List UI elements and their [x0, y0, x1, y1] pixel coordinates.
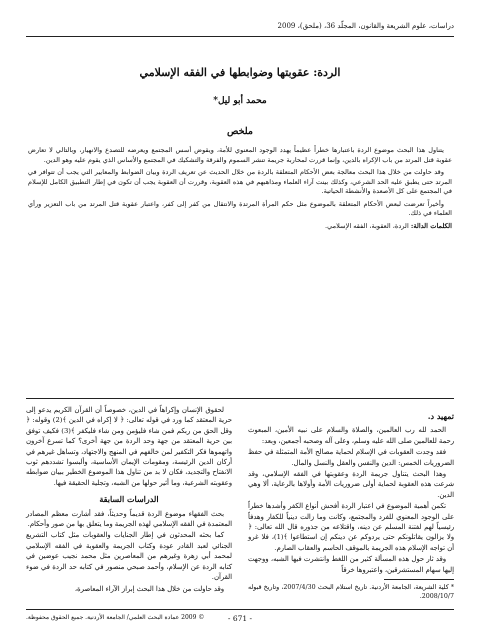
section-heading-previous-studies: الدراسات السابقة: [99, 494, 159, 505]
page-footer: [26, 614, 454, 626]
header-rule: [26, 36, 454, 37]
abstract-paragraph: يتناول هذا البحث موضوع الردة باعتبارها خطراً عظيماً يهدد الوجود المعنوي للأمة، ويقوض أسس المجتمع ويعرضه للتصدع والانهيار، وبالتالي لا تعارض عقوبة قتل المرتد من باب الإكراه بالدين، وإنما قررت لمحاربة جريمة تنشر السموم والفرقة والتشكيك في المجتمع والأساس الذي يقوم عليه وهو الدين.: [28, 146, 452, 164]
paper-title: الردة: عقوبتها وضوابطها في الفقه الإسلامي: [139, 66, 341, 79]
copyright-notice: © 2009 عمادة البحث العلمي/ الجامعة الأردنية. جميع الحقوق محفوظة.: [26, 614, 205, 621]
left-column: [26, 405, 232, 595]
abstract-paragraph: وقد حاولت من خلال هذا البحث معالجة بعض الأحكام المتعلقة بالردة من خلال الحديث عن تعريف الردة وبيان الضوابط والمعايير التي يجب أن تتوافر في المرتد حتى يطبق عليه الحد الشرعي، وكذلك بينت آراء العلماء ومذاهبهم في هذه العقوبة، وقررت أن العقوبة يجب أن تكون في إطار التطبيق الكامل للإسلام في المجتمع على كل الأصعدة والأنشطة الحياتية.: [28, 168, 452, 195]
abstract-heading: ملخص: [226, 126, 253, 137]
abstract-block: [28, 146, 452, 231]
page-number: - 671 -: [227, 614, 253, 623]
author-name: محمد أبو ليل*: [213, 96, 267, 106]
body-paragraph: وقد حاولت من خلال هذا البحث إبراز الآراء المعاصرة،: [74, 584, 224, 593]
right-column: [248, 405, 454, 601]
body-paragraph: وقد ثار حول هذه المسألة كثير من اللغط وانتشرت فيها الشبه، ووجهت إليها سهام المستشرقين، واعتبروها خرقاً: [248, 555, 454, 574]
body-paragraph: لحقوق الإنسان وإكراهاً في الدين، خصوصاً أن القرآن الكريم يدعو إلى حرية المعتقد كما ورد في قوله تعالى: ﴿ لا إكراه في الدين ﴾(2) وقوله: ﴿ وقل الحق من ربكم فمن شاء فليؤمن ومن شاء فليكفر ﴾(3) فكيف توفق بين حرية المعتقد من جهة وحد الردة من جهة أخرى؟ كما تسرع آخرون واتهموها فكر التكفير لمن خالفهم في المنهج والاجتهاد، وتساهل غيرهم في أركان الدين الرئيسة، ومقومات الإيمان الأساسية، وألبسوا تشددهم ثوب الانفتاح والتجديد، فكان لا بد من تناول هذا الموضوع الخطير ببيان ضوابطه وعقوبته الشرعية، وما أثير حولها من الشبه، وتجلية الحقيقة فيها.: [26, 406, 232, 487]
keywords-label: الكلمات الدالة:: [410, 221, 452, 230]
keywords-text: الردة، العقوبة، الفقه الإسلامي.: [325, 221, 409, 230]
footnote-rule: [384, 579, 454, 580]
section-heading-intro: تمهيد د.: [427, 411, 454, 421]
abstract-paragraph: وأخيراً تعرضت لبعض الأحكام المتعلقة بالموضوع مثل حكم المرأة المرتدة والانتقال من كفر إلى كفر، واعتبار عقوبة قتل المرتد من باب التعزير ورأي العلماء في ذلك.: [28, 199, 452, 217]
footer-rule: [26, 609, 454, 610]
body-paragraph: فقد وجدت العقوبات في الإسلام لحماية مصالح الأمة المتمثلة في حفظ الضروريات الخمس: الدين والنفس والعقل والنسل والمال.: [248, 448, 454, 467]
footnote: * كلية الشريعة، الجامعة الأردنية. تاريخ استلام البحث 2007/4/30، وتاريخ قبوله 2008/10/7.: [248, 584, 454, 601]
running-head: دراسات، علوم الشريعة والقانون، المجلّد 36، (ملحق)، 2009: [277, 22, 454, 30]
abstract-rule: [26, 398, 454, 399]
body-paragraph: كما بحثه المحدثون في إطار الجنايات والعقوبات مثل كتاب التشريع الجنائي لعبد القادر عودة وكتاب الجريمة والعقوبة في الفقه الإسلامي لمحمد أبي زهرة وغيرهم من المعاصرين مثل محمد نجيب عوضين في كتابه الردة عن الإسلام، وأحمد صبحي منصور في كتابه حد الردة في ضوء القرآن.: [26, 531, 232, 582]
body-paragraph: بحث الفقهاء موضوع الردة قديماً وحديثاً، فقد أشارت معظم المصادر المعتمدة في الفقه الإسلامي لهذه الجريمة وما يتعلق بها من صور وأحكام.: [26, 509, 232, 529]
keywords-line: [28, 222, 452, 232]
body-paragraph: تكمن أهمية الموضوع في اعتبار الردة أفحش أنواع الكفر وأشدها خطراً على الوجود المعنوي للفرد والمجتمع، وكانت وما زالت دينياً للكفار وهدفاً رئيسياً لهم لفتنة المسلم عن دينه، واقتلاعه من جذوره قال الله تعالى: ﴿ ولا يزالون يقاتلونكم حتى يردوكم عن دينكم إن استطاعوا ﴾(1)، فلا غرو أن تواجه الإسلام هذه الجريمة بالموقف الحاسم والعقاب الصارم.: [248, 502, 454, 552]
body-columns: [26, 405, 454, 608]
body-paragraph: وهذا البحث يتناول جريمة الردة وعقوبتها في الفقه الإسلامي، وقد شرعت هذه العقوبة لحماية أولى ضروريات الأمة وأولاها بالرعاية، ألا وهي الدين.: [248, 470, 454, 499]
body-paragraph: الحمد لله رب العالمين، والصلاة والسلام على نبيه الأمين، المبعوث رحمة للعالمين صلى الله عليه وسلم، وعلى آله وصحبه أجمعين، وبعد:: [248, 426, 454, 445]
